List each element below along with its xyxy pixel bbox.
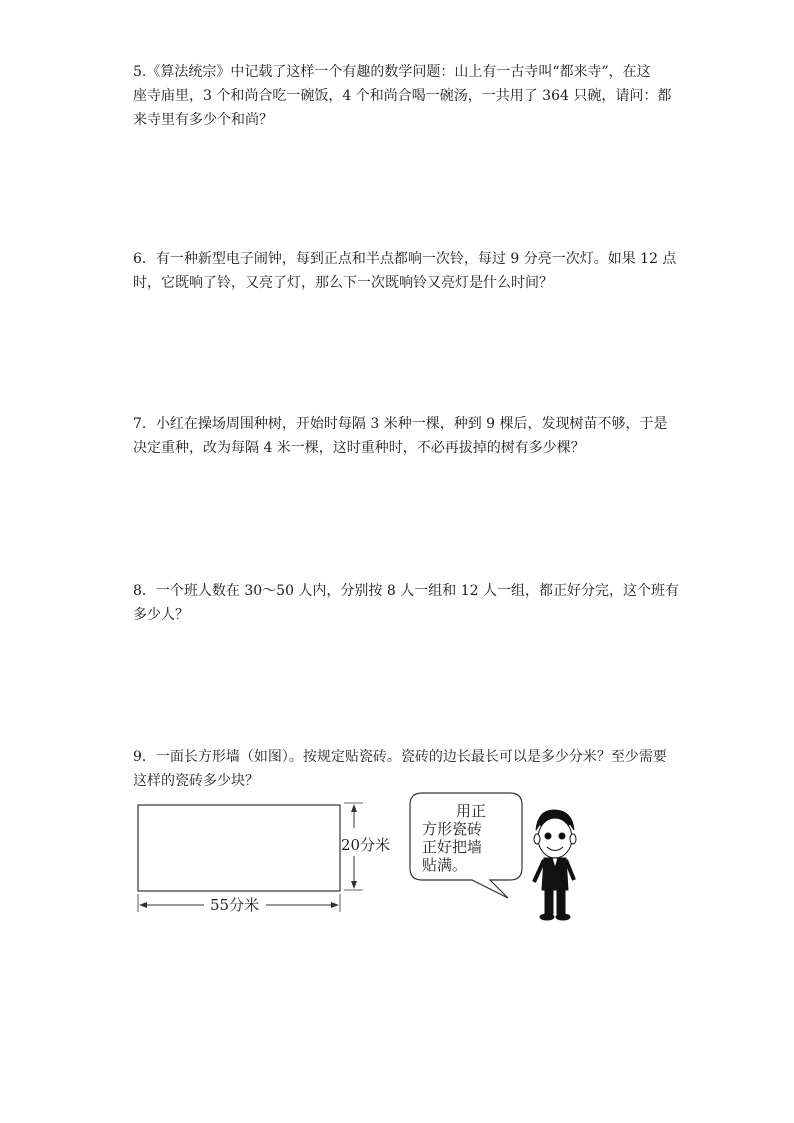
wall-rectangle [138,805,340,891]
width-label: 55分米 [210,896,260,914]
question-6-line-2: 时，它既响了铃，又亮了灯，那么下一次既响铃又亮灯是什么时间？ [133,275,553,291]
question-7-line-2: 决定重种，改为每隔 4 米一棵，这时重种时，不必再拔掉的树有多少棵？ [133,440,585,456]
speech-bubble [410,793,522,898]
question-5-line-3: 来寺里有多少个和尚？ [133,112,273,128]
question-6 [133,247,677,295]
speech-line-2: 方形瓷砖 [422,820,483,838]
question-7 [133,412,668,460]
speech-line-1: 用正 [456,802,487,820]
question-5 [133,60,672,132]
question-8 [133,579,679,627]
cartoon-boy-icon [534,810,576,920]
question-8-line-1: 8．一个班人数在 30～50 人内，分别按 8 人一组和 12 人一组，都正好分完，这个班有 [133,583,679,599]
speech-line-3: 正好把墙 [422,838,483,856]
question-9-line-1: 9．一面长方形墙（如图）。按规定贴瓷砖。瓷砖的边长最长可以是多少分米？至少需要 [133,749,667,765]
wall-figure [130,790,590,930]
question-9 [133,745,667,793]
question-8-line-2: 多少人？ [133,607,189,623]
question-5-line-2: 座寺庙里，3 个和尚合吃一碗饭，4 个和尚合喝一碗汤，一共用了 364 只碗，请问：都 [133,88,672,104]
width-dimension [138,894,340,914]
question-7-line-1: 7．小红在操场周围种树，开始时每隔 3 米种一棵，种到 9 棵后，发现树苗不够，于是 [133,416,668,432]
height-label: 20分米 [341,836,391,854]
question-5-line-1: 5.《算法统宗》中记载了这样一个有趣的数学问题：山上有一古寺叫“都来寺”，在这 [133,64,651,80]
question-9-line-2: 这样的瓷砖多少块？ [133,773,259,789]
height-dimension [341,803,390,890]
speech-line-4: 贴满。 [422,856,468,874]
question-6-line-1: 6．有一种新型电子闹钟，每到正点和半点都响一次铃，每过 9 分亮一次灯。如果 12 点 [133,251,677,267]
